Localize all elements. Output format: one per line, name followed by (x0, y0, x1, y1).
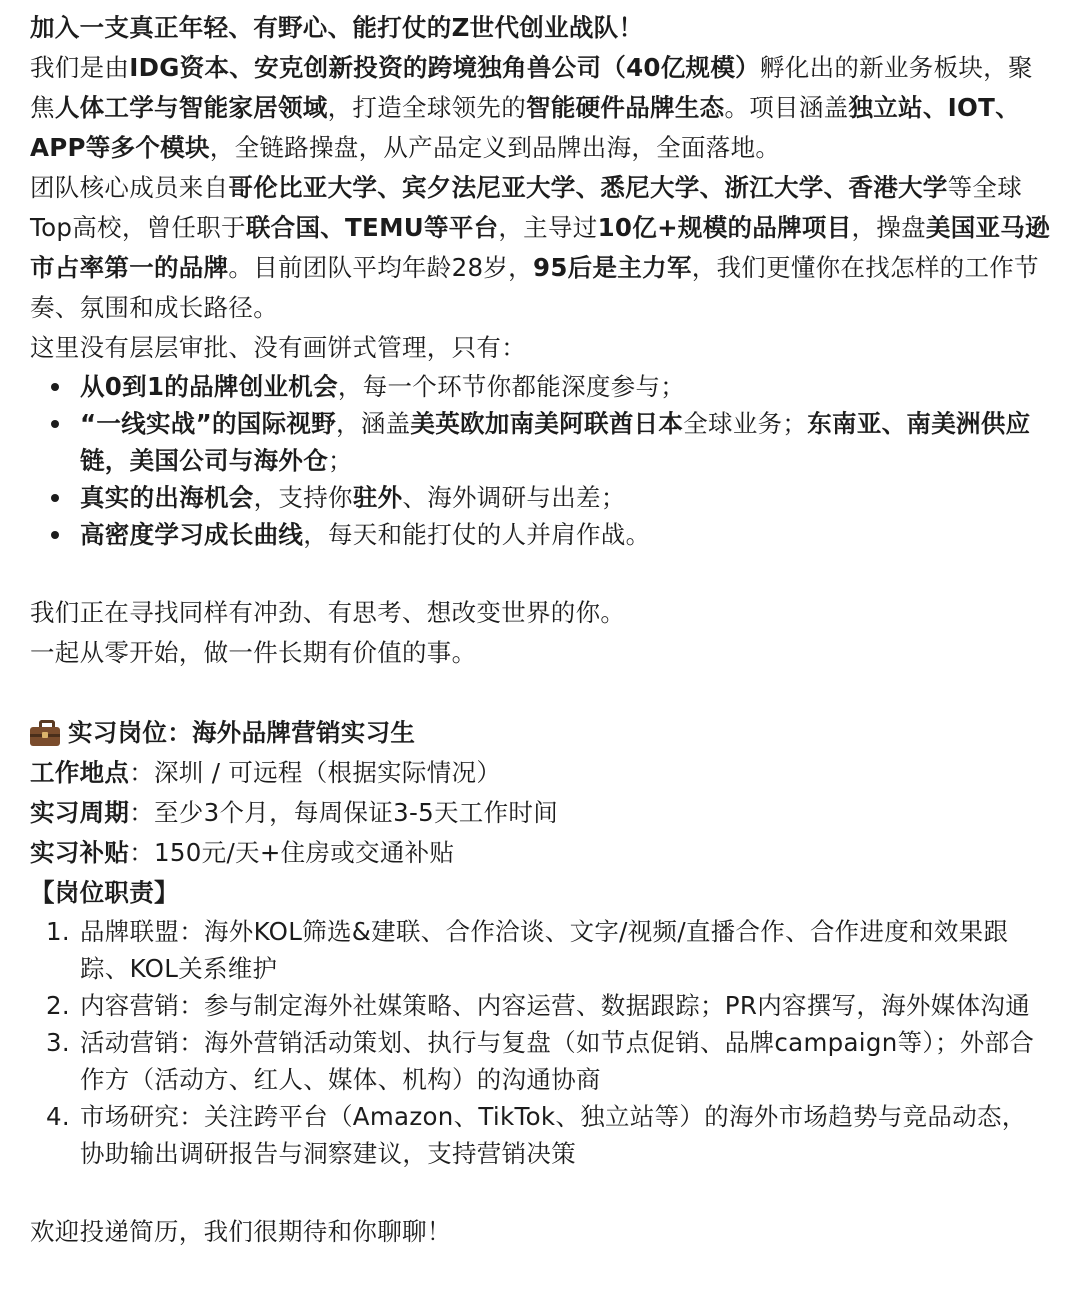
benefits-list (30, 368, 1050, 553)
internship-title: 实习岗位：海外品牌营销实习生 (30, 713, 1050, 753)
footer-invitation: 欢迎投递简历，我们很期待和你聊聊！ (30, 1217, 452, 1246)
list-item: 2. 内容营销：参与制定海外社媒策略、内容运营、数据跟踪；PR内容撰写，海外媒体沟通 (46, 991, 1030, 1020)
spacer (30, 673, 1050, 713)
intro-section (30, 0, 1050, 368)
internship-subsidy: 实习补贴：150元/天+住房或交通补贴 (30, 838, 455, 867)
list-item: 3. 活动营销：海外营销活动策划、执行与复盘（如节点促销、品牌campaign等）；外部合作方（活动方、红人、媒体、机构）的沟通协商 (46, 1028, 1035, 1094)
list-item: 4. 市场研究：关注跨平台（Amazon、TikTok、独立站等）的海外市场趋势与竞品动态，协助输出调研报告与洞察建议，支持营销决策 (46, 1102, 1027, 1168)
internship-period: 实习周期：至少3个月，每周保证3-5天工作时间 (30, 798, 559, 827)
intro-paragraph-culture: 这里没有层层审批、没有画饼式管理，只有： (30, 333, 526, 362)
work-location: 工作地点：深圳 / 可远程（根据实际情况） (30, 758, 502, 787)
headline: 加入一支真正年轻、有野心、能打仗的Z世代创业战队！ (30, 13, 644, 42)
briefcase-icon (30, 720, 60, 746)
list-item: “一线实战”的国际视野，涵盖美英欧加南美阿联酋日本全球业务；东南亚、南美洲供应链，美国公司与海外仓； (80, 405, 1050, 479)
spacer (30, 1172, 1050, 1212)
duties-header: 【岗位职责】 (30, 878, 179, 907)
list-item: 从0到1的品牌创业机会，每一个环节你都能深度参与； (80, 368, 1050, 405)
closing-line-1: 我们正在寻找同样有冲劲、有思考、想改变世界的你。 (30, 598, 626, 627)
duties-list (30, 913, 1050, 1172)
list-item: 1. 品牌联盟：海外KOL筛选&建联、合作洽谈、文字/视频/直播合作、合作进度和效果跟踪、KOL关系维护 (46, 917, 1009, 983)
list-item: 真实的出海机会，支持你驻外、海外调研与出差； (80, 479, 1050, 516)
intro-paragraph-company: 我们是由IDG资本、安克创新投资的跨境独角兽公司（40亿规模）孵化出的新业务板块，聚焦人体工学与智能家居领域，打造全球领先的智能硬件品牌生态。项目涵盖独立站、IOT、APP等多个模块，全链路操盘，从产品定义到品牌出海，全面落地。 (30, 53, 1033, 162)
list-item: 高密度学习成长曲线，每天和能打仗的人并肩作战。 (80, 516, 1050, 553)
intro-paragraph-team: 团队核心成员来自哥伦比亚大学、宾夕法尼亚大学、悉尼大学、浙江大学、香港大学等全球Top高校，曾任职于联合国、TEMU等平台，主导过10亿+规模的品牌项目，操盘美国亚马逊市占率第一的品牌。目前团队平均年龄28岁，95后是主力军，我们更懂你在找怎样的工作节奏、氛围和成长路径。 (30, 173, 1050, 322)
spacer (30, 553, 1050, 593)
closing-line-2: 一起从零开始，做一件长期有价值的事。 (30, 638, 477, 667)
